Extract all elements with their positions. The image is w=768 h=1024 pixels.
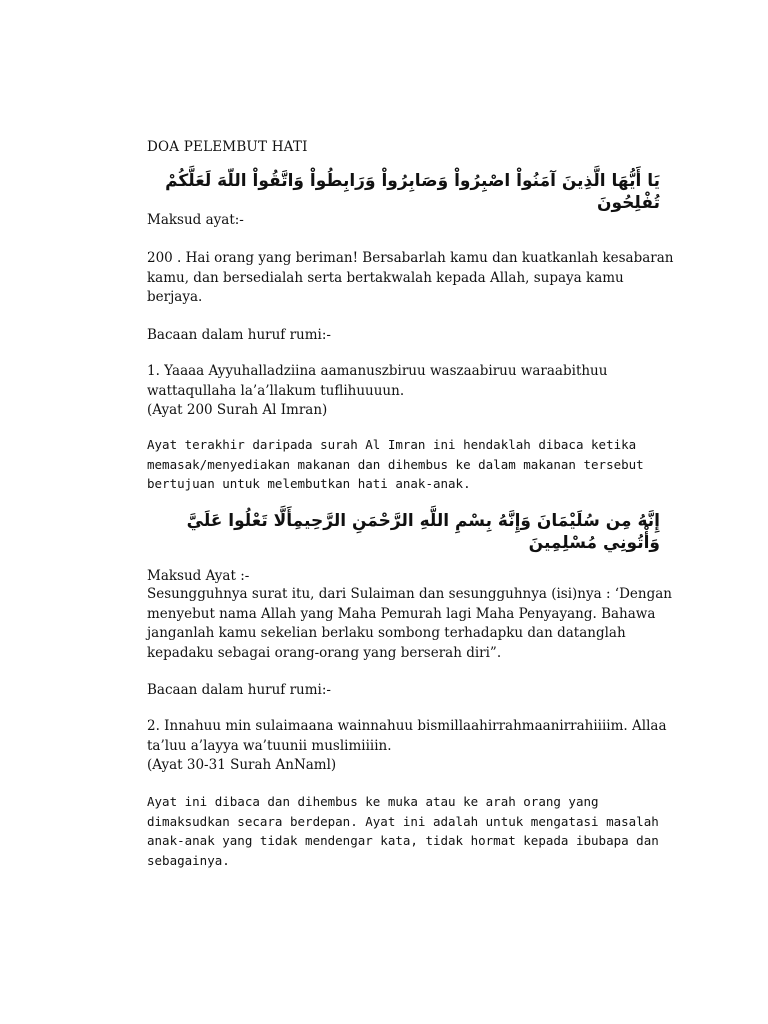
maksud-label-1: Maksud ayat:- — [147, 212, 244, 228]
arabic-verse-an-naml: إِنَّهُ مِن سُلَيْمَانَ وَإِنَّهُ بِسْمِ اللَّهِ الرَّحْمَنِ الرَّحِيمِأَلَّا تَعْلُوا عَلَيَّ وَأْتُونِي مُسْلِمِينَ — [186, 511, 660, 553]
maksud-text-1: 200 . Hai orang yang beriman! Bersabarlah kamu dan kuatkanlah kesabaran kamu, dan bersedialah serta bertakwalah kepada Allah, supaya kamu berjaya. — [147, 250, 674, 306]
rumi-text-2: 2. Innahuu min sulaimaana wainnahuu bismillaahirrahmaanirrahiiiim. Allaa ta’luu a’layya wa’tuunii muslimiiiin. (Ayat 30-31 Surah AnNaml) — [147, 718, 667, 774]
bacaan-label-1: Bacaan dalam huruf rumi:- — [147, 327, 331, 343]
bacaan-label-2: Bacaan dalam huruf rumi:- — [147, 682, 331, 698]
rumi-text-1: 1. Yaaaa Ayyuhalladziina aamanuszbiruu waszaabiruu waraabithuu wattaqullaha la’a’llakum tuflihuuuun. (Ayat 200 Surah Al Imran) — [147, 363, 608, 419]
note-text-2: Ayat ini dibaca dan dihembus ke muka atau ke arah orang yang dimaksudkan secara berdepan. Ayat ini adalah untuk mengatasi masalah anak-anak yang tidak mendengar kata, tidak hormat kepada ibubapa dan sebagainya. — [147, 794, 659, 868]
document-title: DOA PELEMBUT HATI — [147, 139, 308, 155]
arabic-verse-al-imran: يَا أَيُّهَا الَّذِينَ آمَنُواْ اصْبِرُواْ وَصَابِرُواْ وَرَابِطُواْ وَاتَّقُواْ اللّهَ لَعَلَّكُمْ تُفْلِحُونَ — [165, 171, 660, 213]
note-text-1: Ayat terakhir daripada surah Al Imran ini hendaklah dibaca ketika memasak/menyediakan makanan dan dihembus ke dalam makanan tersebut bertujuan untuk melembutkan hati anak-anak. — [147, 437, 644, 492]
maksud-label-2: Maksud Ayat :- — [147, 568, 250, 584]
maksud-text-2: Sesungguhnya surat itu, dari Sulaiman dan sesungguhnya (isi)nya : ‘Dengan menyebut nama Allah yang Maha Pemurah lagi Maha Penyayang. Bahawa janganlah kamu sekelian berlaku sombong terhadapku dan datanglah kepadaku sebagai orang-orang yang berserah diri”. — [147, 586, 672, 661]
